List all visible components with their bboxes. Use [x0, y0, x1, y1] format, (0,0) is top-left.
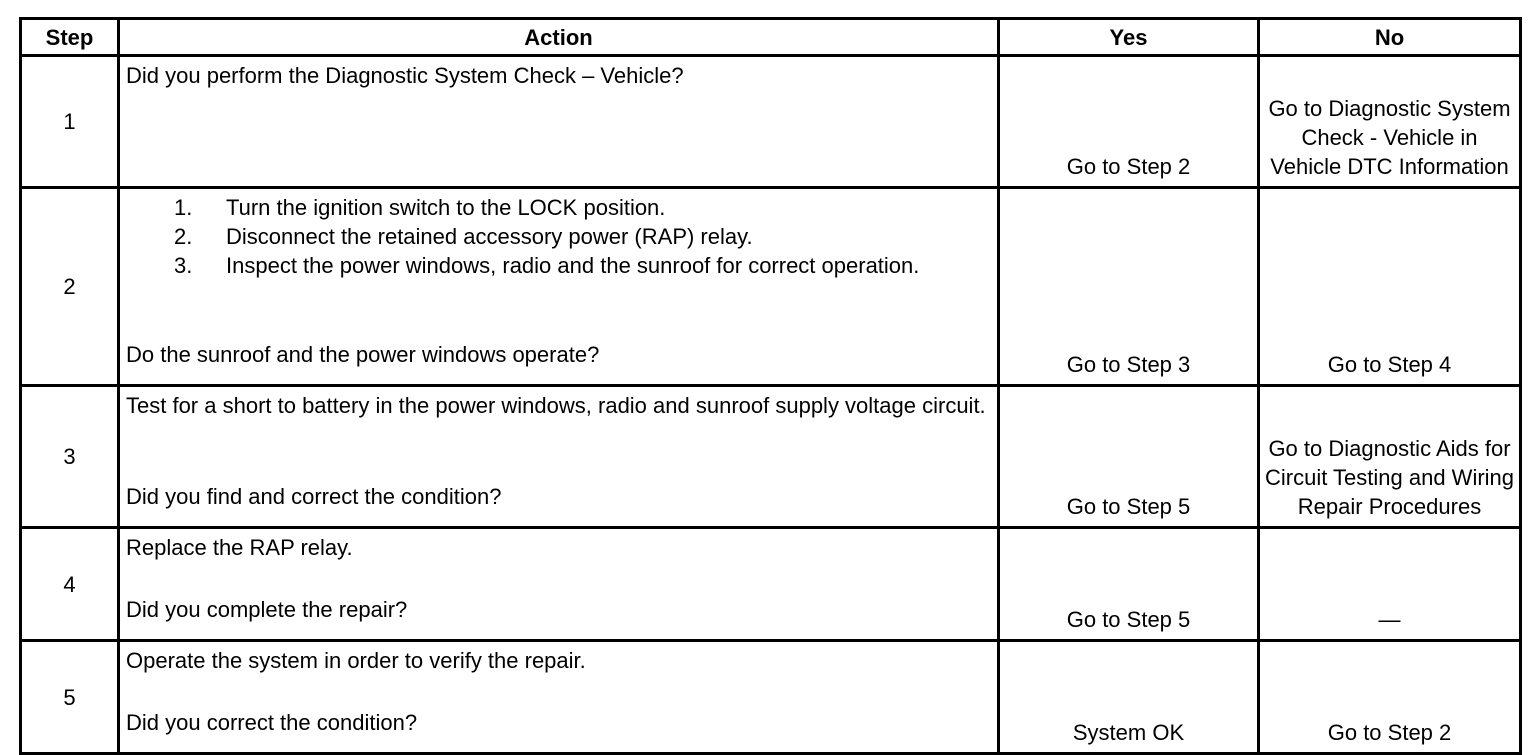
substep-list [126, 193, 991, 280]
substep-text: Inspect the power windows, radio and the sunroof for correct operation. [226, 253, 920, 278]
action-text: Operate the system in order to verify the repair. [126, 648, 586, 673]
action-cell [119, 386, 999, 528]
action-cell [119, 56, 999, 188]
action-text: Did you perform the Diagnostic System Check – Vehicle? [126, 63, 684, 88]
header-no: No [1259, 19, 1521, 56]
yes-result: Go to Step 5 [999, 386, 1259, 528]
action-cell [119, 188, 999, 386]
no-result: Go to Step 2 [1259, 641, 1521, 754]
no-result: Go to Diagnostic Aids for Circuit Testing and Wiring Repair Procedures [1259, 386, 1521, 528]
no-result: — [1259, 528, 1521, 641]
substep-number: 3. [174, 253, 193, 278]
action-question: Did you find and correct the condition? [126, 484, 502, 509]
substep-item [174, 222, 991, 251]
action-content [126, 646, 991, 737]
substep-number: 2. [174, 224, 193, 249]
header-yes: Yes [999, 19, 1259, 56]
step-number: 2 [21, 188, 119, 386]
action-text: Test for a short to battery in the power windows, radio and sunroof supply voltage circuit. [126, 393, 986, 418]
substep-text: Turn the ignition switch to the LOCK position. [226, 195, 666, 220]
header-action: Action [119, 19, 999, 56]
substep-item [174, 251, 991, 280]
step-number: 5 [21, 641, 119, 754]
action-question: Did you correct the condition? [126, 710, 418, 735]
action-content [126, 193, 991, 369]
table-row [21, 56, 1521, 188]
yes-result: Go to Step 3 [999, 188, 1259, 386]
table-row [21, 386, 1521, 528]
table-row [21, 188, 1521, 386]
no-result: Go to Diagnostic System Check - Vehicle in Vehicle DTC Information [1259, 56, 1521, 188]
yes-result: System OK [999, 641, 1259, 754]
action-text: Replace the RAP relay. [126, 535, 353, 560]
substep-number: 1. [174, 195, 193, 220]
action-content [126, 533, 991, 624]
table-row [21, 641, 1521, 754]
action-cell [119, 528, 999, 641]
substep-text: Disconnect the retained accessory power (RAP) relay. [226, 224, 753, 249]
action-content [126, 391, 991, 511]
step-number: 3 [21, 386, 119, 528]
table-body [21, 56, 1521, 754]
no-result: Go to Step 4 [1259, 188, 1521, 386]
action-question: Did you complete the repair? [126, 597, 408, 622]
action-question: Do the sunroof and the power windows operate? [126, 342, 600, 367]
step-number: 1 [21, 56, 119, 188]
header-step: Step [21, 19, 119, 56]
substep-item [174, 193, 991, 222]
diagnostic-table [19, 17, 1522, 755]
action-cell [119, 641, 999, 754]
table-header [21, 19, 1521, 56]
step-number: 4 [21, 528, 119, 641]
yes-result: Go to Step 2 [999, 56, 1259, 188]
yes-result: Go to Step 5 [999, 528, 1259, 641]
header-row [21, 19, 1521, 56]
table-row [21, 528, 1521, 641]
